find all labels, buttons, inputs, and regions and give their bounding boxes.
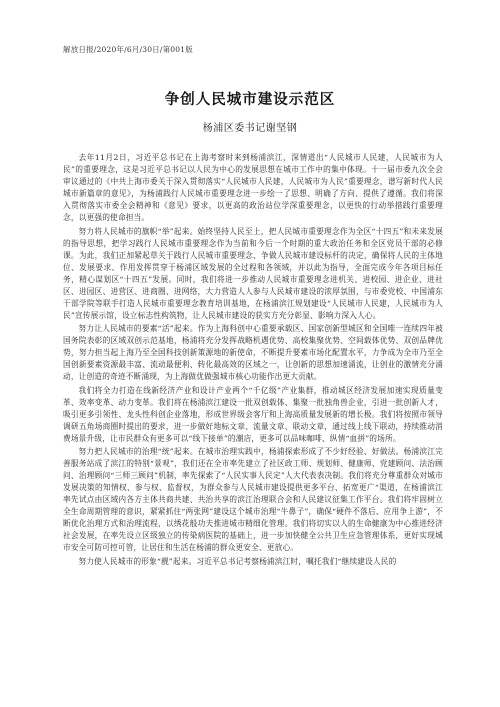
article-body [63, 152, 443, 700]
paragraph: 去年11月2日，习近平总书记在上海考察时来到杨浦滨江，深情道出“人民城市人民建，人民城市为人民”的重要理念，这是习近平总书记以人民为中心的发展思想在城市工作中的集中体现。十一届市委九次全会审议通过的《中共上海市委关于深入贯彻落实“人民城市人民建，人民城市为人民”重要理念，谱写新时代人民城市新篇章的意见》，为杨浦践行人民城市重要理念进一步绘一了思想、明确了方向、提供了遵循。我们将深入贯彻落实市委全会精神和《意见》要求，以更高的政治站位学深重要理念，以更快的行动举措践行重要理念，以更强的使命担当。 [63, 153, 443, 222]
paragraph: 努力让人民城市的要素“活”起来。作为上海科创中心重要承载区、国家创新型城区和全国唯一连续四年被国务院表彰的区域双创示范基地，杨浦将充分发挥战略机遇优势、高校集聚优势、空间载体优势、双创品牌优势，努力担当起上海乃至全国科技创新策源地的新使命，不断提升要素市场化配置水平，力争成为全市乃至全国创新要素资源最丰富、流动最便利、转化最高效的区域之一，让创新的思想加速涌流，让创业的激情充分涌动，让创造的奇迹不断涌现，为上海做优做强城市核心功能作出更大贡献。 [63, 324, 443, 382]
paragraph: 努力使人民城市的形象“靓”起来。习近平总书记考察杨浦滨江时，嘱托我们“继续建设人民的 [78, 556, 397, 566]
article-title: 争创人民城市建设示范区 [164, 91, 336, 108]
source-line: 解放日报/2020年/6月/30日/第001版 [63, 45, 193, 54]
paragraph: 努力把人民城市的治理“统”起来。在城市治理实践中，杨浦探索形成了不少好经验、好做法。杨浦滨江完善服务站成了滨江的特别“景观”，我们还在全市率先建立了社区政工师、规划师、健康师、党建顾问、法治顾问、治理顾问“三师三顾问”机制，率先探索了“人民实事人民定”人大代表表决制。我们将充分尊重群众对城市发展决策的知情权、参与权、监督权，为群众参与人民城市建设提供更多平台、拓宽更广“渠道，在杨浦滨江率先试点由区域内各方主体共商共建、共治共享的滨江治理联合会和人民建议征集工作平台。我们将牢固树立全生命周期管理的意识，紧紧抓住“两张网”建设这个城市治理“牛鼻子”，确保“硬件不落后、应用争上游”，不断优化治理方式和治理流程，以绣花般功夫推进城市精细化管理。我们将切实以人的生命健康为中心推进经济社会发展，在率先设立区级独立的传染病医院的基础上，进一步加快健全公共卫生应急管理体系，更好实现城市安全可防可控可管，让居住和生活在杨浦的群众更安全、更放心。 [63, 447, 443, 553]
paragraph: 努力将人民城市的旗帜“举”起来。始终坚持人民至上，把人民城市重要理念作为全区“十四五”和未来发展的指导思想，把学习践行人民城市重要理念作为当前和今后一个时期的重大政治任务和全区党员干部的必修课。为此，我们正加紧起草关于践行人民城市重要理念、争做人民城市建设标杆的决定，确保将人民的主体地位、发展要求、作用发挥贯穿于杨浦区域发展的全过程和各领域，并以此为指导，全面完成今年各项目标任务，精心谋划区“十四五”发展。同时，我们将进一步推动人民城市重要理念进机关、进校园、进企业、进社区、进园区、进营区、进商圈、进网络，大力营造人人参与人民城市建设的浓厚氛围，与市委党校、中国浦东干部学院等联手打造人民城市重要理念教育培训基地，在杨浦滨江规划建设“人民城市人民建，人民城市为人民”宣传展示馆，设立标志性构筑物，让人民城市建设的获实方充分彰显、影响力深入人心。 [63, 226, 443, 320]
paragraph: 我们将全力打造在线新经济产业和设计产业两个“千亿级”产业集群，推动城区经济发展加速实现质量变革、效率变革、动力变革。我们将在杨浦滨江建设一批双创载体、集聚一批独角兽企业，引进一批创新人才，吸引更多引领性、龙头性科创企业落地，形成世界级会客厅和上海高质量发展新的增长极。我们将按照市领导调研五角场商圈时提出的要求，进一步做好地标文章、流量文章、联动文章，通过线上线下联动，持续推动消费场景升级，让市民群众有更多可以“线下接单”的潮店，更多可以品味咖啡、纵情“血拼”的场所。 [63, 385, 443, 443]
article-author: 杨浦区委书记谢坚钢 [202, 123, 298, 134]
